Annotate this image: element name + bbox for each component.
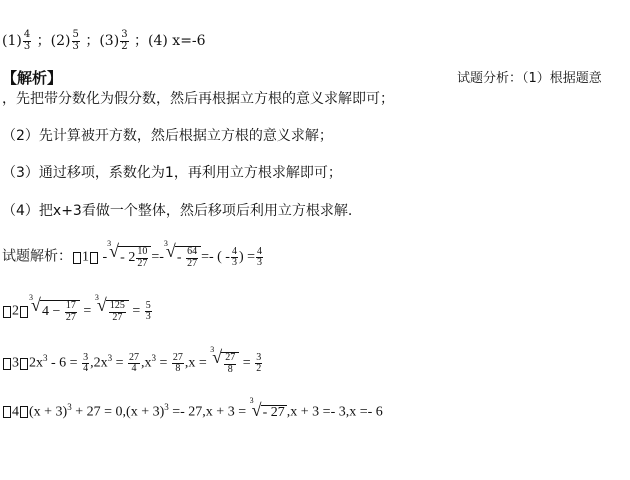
solution-eq-2: $2^3√$ 4 − $\frac{17}{27}$ = $^3$ √ $\frac{125}{27}$ = $\frac{5}{3}$ bbox=[2, 300, 153, 323]
solution-eq-4: 4 $(x + 3)^3 + 27 = 0,(x + 3)^3 =- 27,x + 3 = ^3√ - 27$ ,x + 3 =- 3,x =- 6 bbox=[2, 403, 383, 420]
placeholder-glyph bbox=[3, 306, 11, 318]
analysis-step-4: （4）把x+3看做一个整体，然后移项后利用立方根求解. bbox=[2, 203, 353, 219]
placeholder-glyph bbox=[3, 406, 11, 418]
placeholder-glyph bbox=[20, 306, 28, 318]
placeholder-glyph bbox=[90, 252, 98, 264]
answer-1-label: (1) bbox=[2, 33, 22, 49]
analysis-header: 【解析】 bbox=[2, 69, 63, 87]
analysis-step-1: ，先把带分数化为假分数，然后再根据立方根的意义求解即可； bbox=[2, 91, 394, 107]
placeholder-glyph bbox=[73, 252, 81, 264]
solution-eq-3: 3 $2x^3 - 6$ = $\frac{3}{4}$ $,2x^3$ = $\frac{27}{4}$ $,x^3$ = $\frac{27}{8}$ ,x = $^3$ √ $\frac{27}{8}$ = $\frac{3}{2}$ bbox=[2, 352, 263, 375]
placeholder-glyph bbox=[20, 406, 28, 418]
answer-3-label: ；(3) bbox=[85, 33, 120, 49]
analysis-step-2: （2）先计算被开方数，然后根据立方根的意义求解； bbox=[2, 128, 333, 144]
answer-line bbox=[2, 30, 206, 52]
answer-2-label: ；(2) bbox=[36, 33, 71, 49]
placeholder-glyph bbox=[3, 358, 11, 370]
answer-1-fraction: $\frac{4}{3}$ bbox=[23, 29, 31, 52]
solution-label: 试题解析： bbox=[2, 248, 72, 265]
answer-3-fraction: $\frac{3}{2}$ bbox=[121, 29, 128, 52]
analysis-right-text: 试题分析：（1）根据题意 bbox=[457, 71, 602, 86]
solution-eq-1: 试题解析： 1 -$^3$√ - 2 $\frac{10}{27}$ =-$^3$√ - $\frac{64}{27}$ =- ( - $\frac{4}{3}$ ) = $\frac{4}{3}$ bbox=[2, 246, 264, 269]
placeholder-glyph bbox=[20, 358, 28, 370]
answer-2-fraction: $\frac{5}{3}$ bbox=[72, 29, 79, 52]
answer-4-text: ；(4) x=-6 bbox=[134, 33, 206, 49]
analysis-step-3: （3）通过移项，系数化为1，再利用立方根求解即可； bbox=[2, 165, 342, 181]
